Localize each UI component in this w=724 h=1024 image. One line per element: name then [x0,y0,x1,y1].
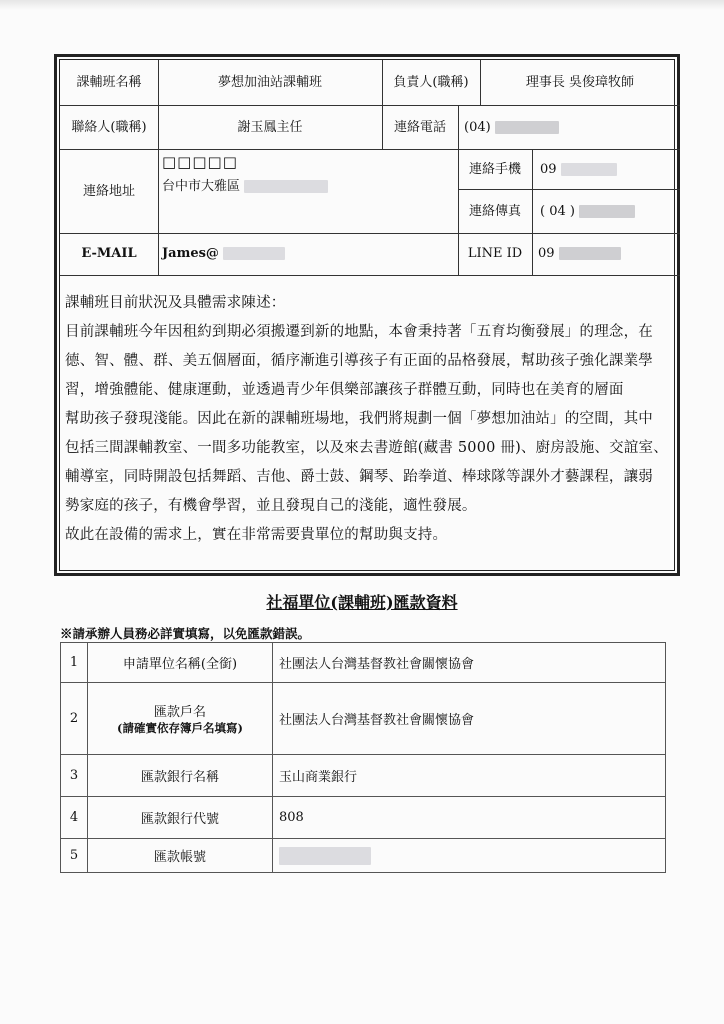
table-row [61,839,666,873]
mobile-prefix: 09 [540,162,557,177]
address-value [162,179,328,195]
description-line: 幫助孩子發現淺能。因此在新的課輔班場地，我們將規劃一個「夢想加油站」的空間，其中 [65,411,653,427]
phone-prefix: (04) [464,120,491,135]
description-heading: 課輔班目前狀況及具體需求陳述： [65,295,286,311]
redacted-mobile [561,163,617,176]
redacted-address [244,180,328,193]
application-form-inner [59,59,675,571]
application-form [54,54,680,576]
line-label: LINE ID [467,246,523,261]
phone-value [464,120,559,136]
class-name-value: 夢想加油站課輔班 [217,75,322,90]
redacted-phone [495,121,559,134]
redacted-email [223,247,285,260]
row-value: 社團法人台灣基督教社會關懷協會 [273,683,666,755]
leader-label: 負責人(職稱) [393,75,469,90]
row-value [273,839,666,873]
table-row [61,683,666,755]
row-number: 2 [61,683,88,755]
contact-label: 聯絡人(職稱) [71,120,147,135]
table-row [61,797,666,839]
fax-value [540,204,635,220]
account-name-hint: (請確實依存簿戶名填寫) [117,721,243,735]
description-line: 目前課輔班今年因租約到期必須搬遷到新的地點，本會秉持著「五育均衡發展」的理念，在 [65,324,653,340]
row-label: 申請單位名稱(全銜) [88,643,273,683]
address-label: 連絡地址 [82,184,135,199]
line-prefix: 09 [538,246,555,261]
email-label: E-MAIL [81,246,137,261]
row-label: 匯款銀行名稱 [88,755,273,797]
remittance-table [60,642,666,873]
row-value: 社團法人台灣基督教社會關懷協會 [273,643,666,683]
redacted-account-number [279,847,371,865]
postal-code-boxes: □□□□□ [162,153,238,171]
table-row [61,643,666,683]
row-number: 4 [61,797,88,839]
remittance-title: 社福單位(課輔班)匯款資料 [266,593,458,612]
row-value: 玉山商業銀行 [273,755,666,797]
email-value [162,246,285,262]
fax-prefix: ( 04 ) [540,204,575,219]
description-closing: 故此在設備的需求上，實在非常需要貴單位的幫助與支持。 [65,527,448,543]
phone-label: 連絡電話 [393,120,446,135]
line-value [538,246,621,262]
account-name-label: 匯款戶名 [153,705,206,720]
row-number: 3 [61,755,88,797]
email-prefix: James@ [162,246,219,261]
class-name-label: 課輔班名稱 [76,75,142,90]
description-line: 輔導室，同時開設包括舞蹈、吉他、爵士鼓、鋼琴、跆拳道、棒球隊等課外才藝課程，讓弱 [65,469,653,485]
row-number: 5 [61,839,88,873]
table-row [61,755,666,797]
row-label: 匯款帳號 [88,839,273,873]
redacted-fax [579,205,635,218]
description-line: 習，增強體能、健康運動，並透過青少年俱樂部讓孩子群體互動，同時也在美育的層面 [65,382,624,398]
mobile-value [540,162,617,178]
description-line: 勢家庭的孩子，有機會學習，並且發現自己的淺能，適性發展。 [65,498,477,514]
needs-description [65,289,671,550]
description-line: 包括三間課輔教室、一間多功能教室，以及來去書遊館(藏書 5000 冊)、廚房設施、交誼室、 [65,440,668,456]
description-line: 德、智、體、群、美五個層面，循序漸進引導孩子有正面的品格發展，幫助孩子強化課業學 [65,353,653,369]
contact-value: 謝玉鳳主任 [237,120,303,135]
remittance-note: ※請承辦人員務必詳實填寫，以免匯款錯誤。 [60,626,311,641]
scan-edge-shade [0,0,724,10]
leader-value: 理事長 吳俊璋牧師 [525,75,635,90]
row-value: 808 [273,797,666,839]
fax-label: 連絡傳真 [468,204,521,219]
address-city: 台中市大雅區 [162,179,241,194]
mobile-label: 連絡手機 [468,162,521,177]
row-label: 匯款銀行代號 [88,797,273,839]
row-number: 1 [61,643,88,683]
redacted-line-id [559,247,621,260]
row-label [88,683,273,755]
